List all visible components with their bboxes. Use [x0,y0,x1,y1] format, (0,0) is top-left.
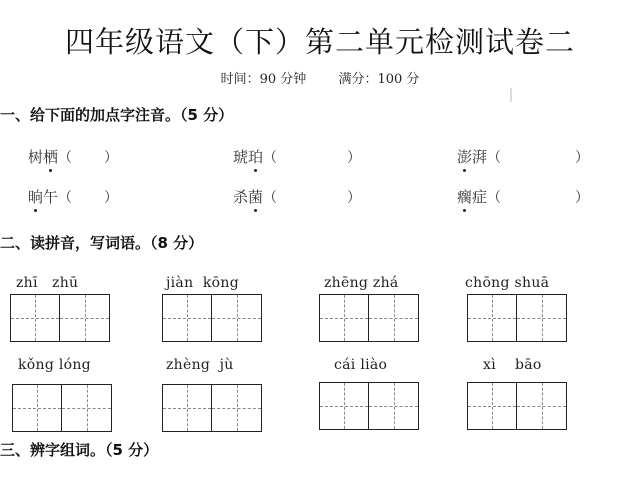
scan-mark [510,88,512,102]
writing-grid[interactable] [12,384,112,432]
pinyin-label: xì bāo [483,357,542,373]
writing-grid[interactable] [467,294,567,342]
section-3-heading: 三、辨字组词。（5 分） [0,441,159,459]
pinyin-label: zhēng zhá [324,275,399,291]
writing-grid[interactable] [467,382,567,430]
section-1-heading: 一、给下面的加点字注音。（5 分） [0,106,234,124]
writing-grid[interactable] [162,294,262,342]
writing-grid[interactable] [319,294,419,342]
writing-grid[interactable] [319,382,419,430]
phonetic-item: 树栖 （ ） [28,146,118,167]
page-title: 四年级语文（下）第二单元检测试卷二 [64,25,575,59]
pinyin-label: kǒng lóng [18,357,91,373]
exam-info [0,68,640,87]
pinyin-label: cái liào [334,357,388,373]
exam-time: 时间：90 分钟 [220,72,307,87]
phonetic-item: 晌 午（ ） [28,186,118,207]
phonetic-item: 澎 湃（ ） [457,146,589,167]
pinyin-label: zhèng jù [166,357,234,373]
writing-grid[interactable] [10,294,110,342]
phonetic-item: 杀菌 （ ） [233,186,361,207]
phonetic-item: 琥珀 （ ） [233,146,361,167]
pinyin-label: chōng shuā [465,275,550,291]
pinyin-label: jiàn kōng [166,275,239,291]
section-2-heading: 二、读拼音，写词语。（8 分） [0,234,204,252]
phonetic-item: 瘸 症（ ） [457,186,589,207]
pinyin-label: zhī zhū [16,275,79,291]
exam-score: 满分：100 分 [338,72,420,87]
writing-grid[interactable] [162,384,262,432]
